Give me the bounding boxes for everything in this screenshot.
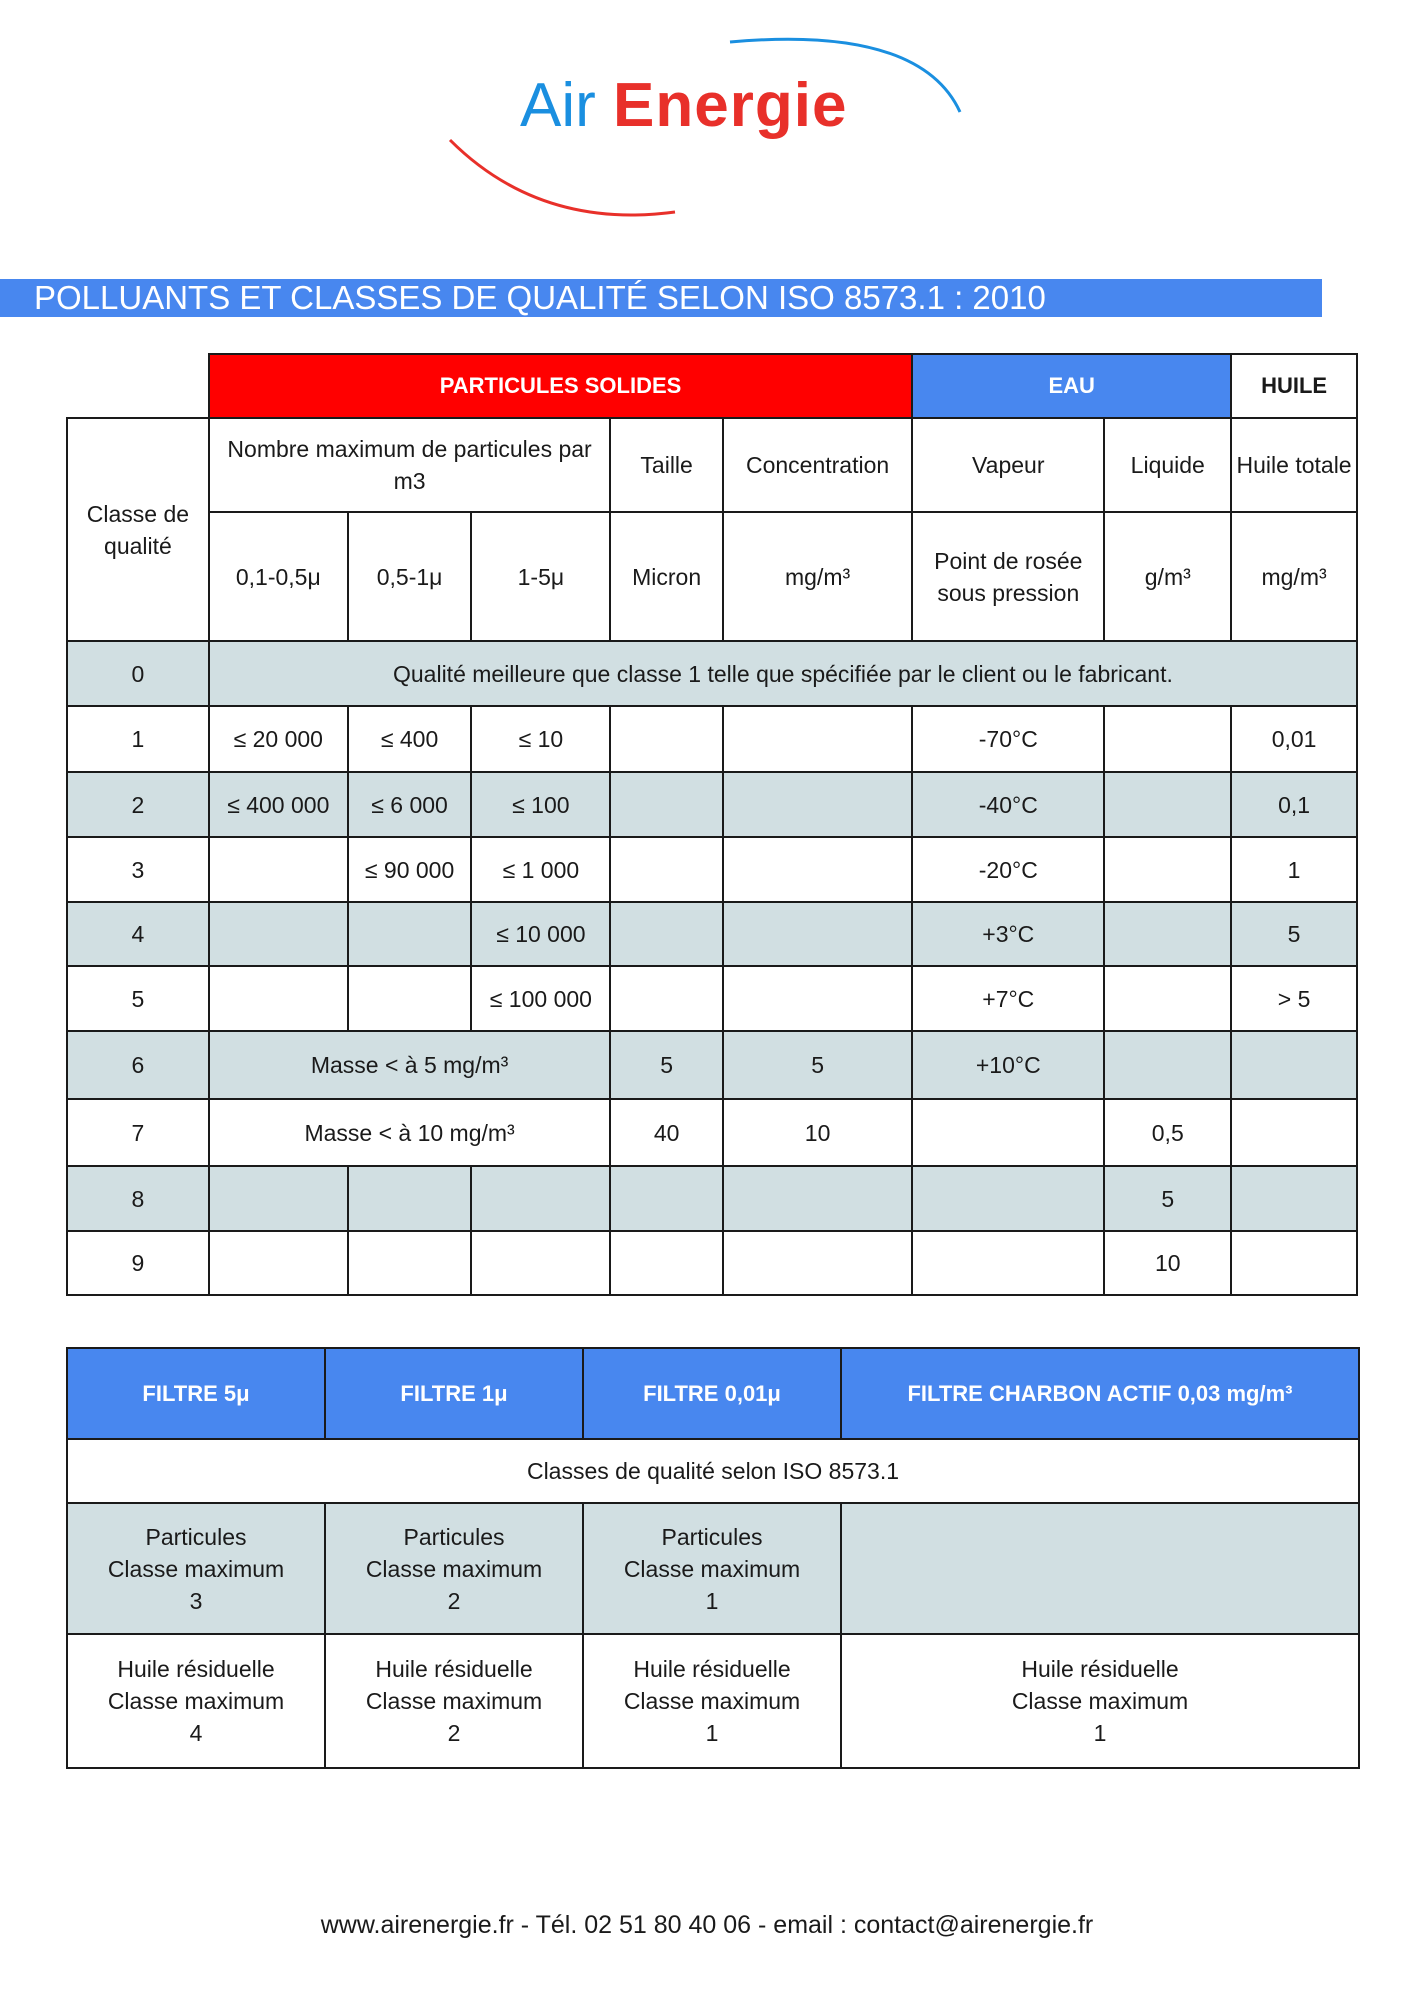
unit-cell: 0,5-1μ [348,512,472,641]
unit-cell: g/m³ [1104,512,1231,641]
filters-table [66,1347,1360,1769]
oil-cell: Huile résiduelle Classe maximum 4 [67,1634,325,1768]
mass-cell: Masse < à 10 mg/m³ [209,1099,610,1166]
value-cell [209,966,348,1031]
table-row [67,1099,1357,1166]
table-row [67,902,1357,966]
value-cell [610,902,723,966]
value-cell: -40°C [912,772,1104,837]
class-cell: 5 [67,966,209,1031]
value-cell [209,1166,348,1231]
value-cell: 10 [1104,1231,1231,1295]
value-cell: > 5 [1231,966,1357,1031]
header-oil: HUILE [1231,354,1357,418]
value-cell: ≤ 100 000 [471,966,610,1031]
header-particles: PARTICULES SOLIDES [209,354,912,418]
particles-cell: Particules Classe maximum 3 [67,1503,325,1634]
class-label: Classe de qualité [67,418,209,641]
filter-header: FILTRE 0,01μ [583,1348,841,1439]
value-cell: 1 [1231,837,1357,902]
value-cell [912,1166,1104,1231]
value-cell: +7°C [912,966,1104,1031]
logo-wordmark: Air Energie [520,71,848,140]
value-cell [723,1166,912,1231]
table-row [67,1031,1357,1099]
mass-cell: Masse < à 5 mg/m³ [209,1031,610,1099]
subheader-total-oil: Huile totale [1231,418,1357,512]
value-cell: 5 [723,1031,912,1099]
brand-logo [440,30,980,230]
class-cell: 0 [67,641,209,706]
particles-cell: Particules Classe maximum 2 [325,1503,583,1634]
value-cell: 5 [610,1031,723,1099]
unit-cell: Point de rosée sous pression [912,512,1104,641]
value-cell [723,772,912,837]
subheader-max-particles: Nombre maximum de particules par m3 [209,418,610,512]
table-row [67,1166,1357,1231]
value-cell [610,706,723,772]
subheader-size: Taille [610,418,723,512]
value-cell [1104,706,1231,772]
value-cell [723,837,912,902]
class0-description: Qualité meilleure que classe 1 telle que spécifiée par le client ou le fabricant. [209,641,1357,706]
value-cell: ≤ 400 000 [209,772,348,837]
value-cell [1104,966,1231,1031]
value-cell [912,1231,1104,1295]
particles-cell-empty [841,1503,1359,1634]
class-cell: 3 [67,837,209,902]
table-row [67,706,1357,772]
page-title: POLLUANTS ET CLASSES DE QUALITÉ SELON ISO 8573.1 : 2010 [0,279,1322,317]
value-cell [1231,1031,1357,1099]
value-cell: ≤ 90 000 [348,837,472,902]
subheader-liquid: Liquide [1104,418,1231,512]
value-cell [610,772,723,837]
value-cell: ≤ 6 000 [348,772,472,837]
class-cell: 7 [67,1099,209,1166]
filter-header: FILTRE 5μ [67,1348,325,1439]
value-cell: ≤ 20 000 [209,706,348,772]
corner-cell [67,354,209,418]
unit-cell: 1-5μ [471,512,610,641]
value-cell: +10°C [912,1031,1104,1099]
value-cell: 0,5 [1104,1099,1231,1166]
value-cell: 40 [610,1099,723,1166]
value-cell: +3°C [912,902,1104,966]
unit-cell: Micron [610,512,723,641]
table-row [67,837,1357,902]
class-cell: 2 [67,772,209,837]
value-cell [348,1231,472,1295]
value-cell: 0,1 [1231,772,1357,837]
value-cell [1104,772,1231,837]
class-cell: 8 [67,1166,209,1231]
value-cell [723,1231,912,1295]
value-cell [1104,837,1231,902]
value-cell: ≤ 100 [471,772,610,837]
value-cell: 5 [1104,1166,1231,1231]
class-cell: 4 [67,902,209,966]
value-cell: -20°C [912,837,1104,902]
filters-caption: Classes de qualité selon ISO 8573.1 [67,1439,1359,1503]
value-cell: ≤ 10 000 [471,902,610,966]
value-cell: 10 [723,1099,912,1166]
oil-cell: Huile résiduelle Classe maximum 2 [325,1634,583,1768]
value-cell [723,966,912,1031]
filter-header: FILTRE CHARBON ACTIF 0,03 mg/m³ [841,1348,1359,1439]
oil-cell: Huile résiduelle Classe maximum 1 [583,1634,841,1768]
value-cell [209,837,348,902]
value-cell [1104,902,1231,966]
subheader-concentration: Concentration [723,418,912,512]
value-cell [471,1231,610,1295]
value-cell [1231,1166,1357,1231]
value-cell [1231,1231,1357,1295]
value-cell [723,902,912,966]
value-cell [348,902,472,966]
value-cell: 0,01 [1231,706,1357,772]
class-cell: 6 [67,1031,209,1099]
subheader-vapour: Vapeur [912,418,1104,512]
value-cell: ≤ 400 [348,706,472,772]
value-cell: ≤ 10 [471,706,610,772]
value-cell [209,902,348,966]
value-cell [1104,1031,1231,1099]
footer-contact: www.airenergie.fr - Tél. 02 51 80 40 06 - email : contact@airenergie.fr [320,1911,1094,1939]
value-cell: 5 [1231,902,1357,966]
unit-cell: 0,1-0,5μ [209,512,348,641]
quality-classes-table [66,353,1358,1296]
unit-cell: mg/m³ [1231,512,1357,641]
filter-header: FILTRE 1μ [325,1348,583,1439]
value-cell [348,966,472,1031]
table-row [67,1231,1357,1295]
value-cell: -70°C [912,706,1104,772]
value-cell [471,1166,610,1231]
value-cell [610,837,723,902]
value-cell [610,966,723,1031]
particles-cell: Particules Classe maximum 1 [583,1503,841,1634]
table-row [67,772,1357,837]
oil-cell: Huile résiduelle Classe maximum 1 [841,1634,1359,1768]
oil-row [67,1634,1359,1768]
header-water: EAU [912,354,1231,418]
unit-cell: mg/m³ [723,512,912,641]
particles-row [67,1503,1359,1634]
class-cell: 1 [67,706,209,772]
value-cell [610,1166,723,1231]
value-cell [912,1099,1104,1166]
value-cell: ≤ 1 000 [471,837,610,902]
table-row [67,966,1357,1031]
class-cell: 9 [67,1231,209,1295]
value-cell [348,1166,472,1231]
value-cell [723,706,912,772]
table-row [67,641,1357,706]
value-cell [1231,1099,1357,1166]
value-cell [209,1231,348,1295]
value-cell [610,1231,723,1295]
